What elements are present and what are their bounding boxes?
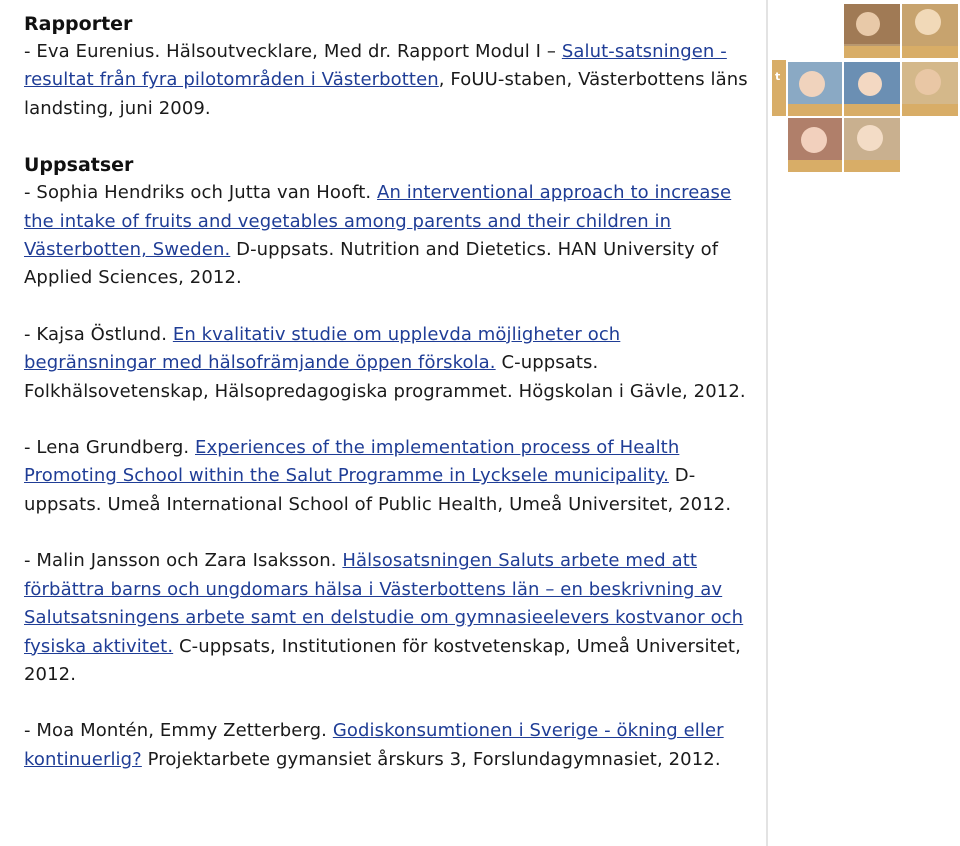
- ref-author: - Malin Jansson och Zara Isaksson.: [24, 550, 343, 572]
- report-link[interactable]: Salut-satsningen - resultat från fyra pilotområden i Västerbotten: [24, 41, 727, 91]
- ref-author: - Lena Grundberg.: [24, 437, 196, 459]
- rapporter-heading: Rapporter: [24, 13, 133, 35]
- thesis-link[interactable]: Experiences of the implementation process of Health Promoting School within the Salut Programme in Lycksele municipality.: [24, 437, 680, 487]
- banner-letter: t: [775, 70, 781, 83]
- ref-details: , FoUU-staben, Västerbottens läns landsting, juni 2009.: [24, 69, 748, 119]
- ref-details: Projektarbete gymansiet årskurs 3, Forslundagymnasiet, 2012.: [141, 748, 721, 770]
- thesis-entry: [24, 434, 752, 519]
- thesis-entry: [24, 179, 752, 293]
- photo-mosaic-image: [772, 2, 960, 174]
- photo-mosaic-banner: [772, 2, 960, 174]
- ref-details: C-uppsats. Folkhälsovetenskap, Hälsopredagogiska programmet. Högskolan i Gävle, 2012.: [24, 352, 746, 402]
- ref-details: C-uppsats, Institutionen för kostvetenskap, Umeå Universitet, 2012.: [24, 635, 741, 685]
- thesis-link[interactable]: En kvalitativ studie om upplevda möjligheter och begränsningar med hälsofrämjande öppen förskola.: [24, 323, 621, 374]
- ref-author: - Sophia Hendriks och Jutta van Hooft.: [24, 182, 378, 204]
- ref-details: D-uppsats. Umeå International School of Public Health, Umeå Universitet, 2012.: [24, 465, 732, 515]
- ref-details: D-uppsats. Nutrition and Dietetics. HAN University of Applied Sciences, 2012.: [24, 239, 719, 289]
- thesis-entry: [24, 321, 752, 406]
- thesis-link[interactable]: An interventional approach to increase the intake of fruits and vegetables among parents and their children in Västerbotten, Sweden.: [24, 182, 732, 261]
- sidebar: [770, 0, 960, 846]
- thesis-link[interactable]: Godiskonsumtionen i Sverige - ökning eller kontinuerlig?: [24, 720, 724, 770]
- thesis-link[interactable]: Hälsosatsningen Saluts arbete med att förbättra barns och ungdomars hälsa i Västerbottens län – en beskrivning av Salutsatsningens arbete samt en delstudie om gymnasieelevers kostvanor och fysiska aktivitet.: [24, 550, 744, 657]
- ref-author: - Eva Eurenius. Hälsoutvecklare, Med dr. Rapport Modul I –: [24, 41, 562, 62]
- report-entry: [24, 38, 752, 123]
- uppsatser-heading: Uppsatser: [24, 154, 134, 177]
- thesis-entry: [24, 547, 752, 689]
- ref-author: - Kajsa Östlund.: [24, 323, 173, 345]
- ref-author: - Moa Montén, Emmy Zetterberg.: [24, 720, 333, 742]
- thesis-entry: [24, 717, 752, 774]
